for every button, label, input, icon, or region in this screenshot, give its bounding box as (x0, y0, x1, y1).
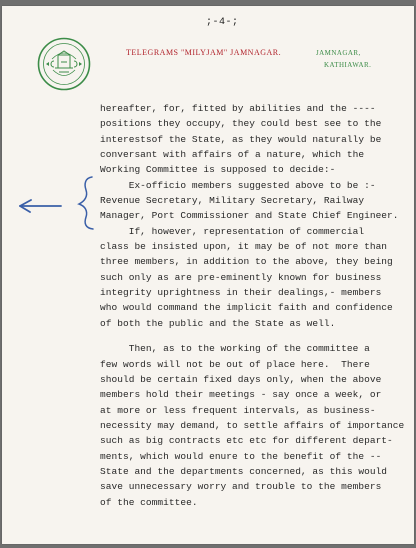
letter-body-line: conversant with affairs of a nature, which the (100, 149, 365, 161)
letter-body-line: Ex-officio members suggested above to be :- (100, 179, 376, 191)
letter-body-line: such only as are pre-eminently known for business (100, 271, 382, 283)
letterhead-address (316, 47, 371, 71)
blue-bracket-arrow-icon (19, 174, 107, 232)
telegram-address: TELEGRAMS "MILYJAM" JAMNAGAR. (126, 48, 282, 57)
jamnagar-state-seal-icon (37, 37, 91, 91)
paragraph-spacer (100, 331, 416, 341)
letter-body-line: few words will not be out of place here. There (100, 358, 370, 370)
page-number: ;-4-; (206, 17, 239, 28)
letter-body-line: Working Committee is supposed to decide:- (100, 164, 336, 176)
letter-body-line: who would command the implicit faith and confidence (100, 302, 393, 314)
letter-body-line: interestsof the State, as they would naturally be (100, 133, 382, 145)
letter-body-line: save unnecessary worry and trouble to the members (100, 481, 382, 493)
letter-body-line: ments, which would enure to the benefit of the -- (100, 450, 382, 462)
letter-body-line: at more or less frequent intervals, as business- (100, 404, 376, 416)
letter-body-line: should be certain fixed days only, when the above (100, 373, 382, 385)
address-line: JAMNAGAR, (316, 49, 361, 57)
letter-body-line: Manager, Port Commissioner and State Chief Engineer. (100, 210, 399, 222)
letter-body-line: of both the public and the State as well. (100, 317, 336, 329)
address-line: KATHIAWAR. (324, 61, 372, 69)
letter-body-line: hereafter, for, fitted by abilities and the ---- (100, 103, 376, 114)
letter-body-line: members hold their meetings - say once a week, or (100, 389, 382, 401)
letter-body-line: class be insisted upon, it may be of not more than (100, 241, 388, 253)
letter-body-line: necessity may demand, to settle affairs of importance (100, 419, 405, 431)
letter-body-line: such as big contracts etc etc for different depart- (100, 435, 393, 447)
letter-body (100, 101, 416, 510)
letter-body-line: State and the departments concerned, as this would (100, 465, 388, 477)
letter-body-line: three members, in addition to the above, they being (100, 256, 393, 268)
document-page (2, 6, 414, 544)
letter-body-line: integrity uprightness in their dealings,- members (100, 287, 382, 299)
letter-body-line: of the committee. (100, 496, 198, 508)
letter-body-line: Revenue Secretary, Military Secretary, Railway (100, 195, 365, 207)
letter-body-line: Then, as to the working of the committee a (100, 343, 370, 355)
letter-body-line: positions they occupy, they could best see to the (100, 118, 382, 130)
letter-body-line: If, however, representation of commercial (100, 225, 365, 237)
